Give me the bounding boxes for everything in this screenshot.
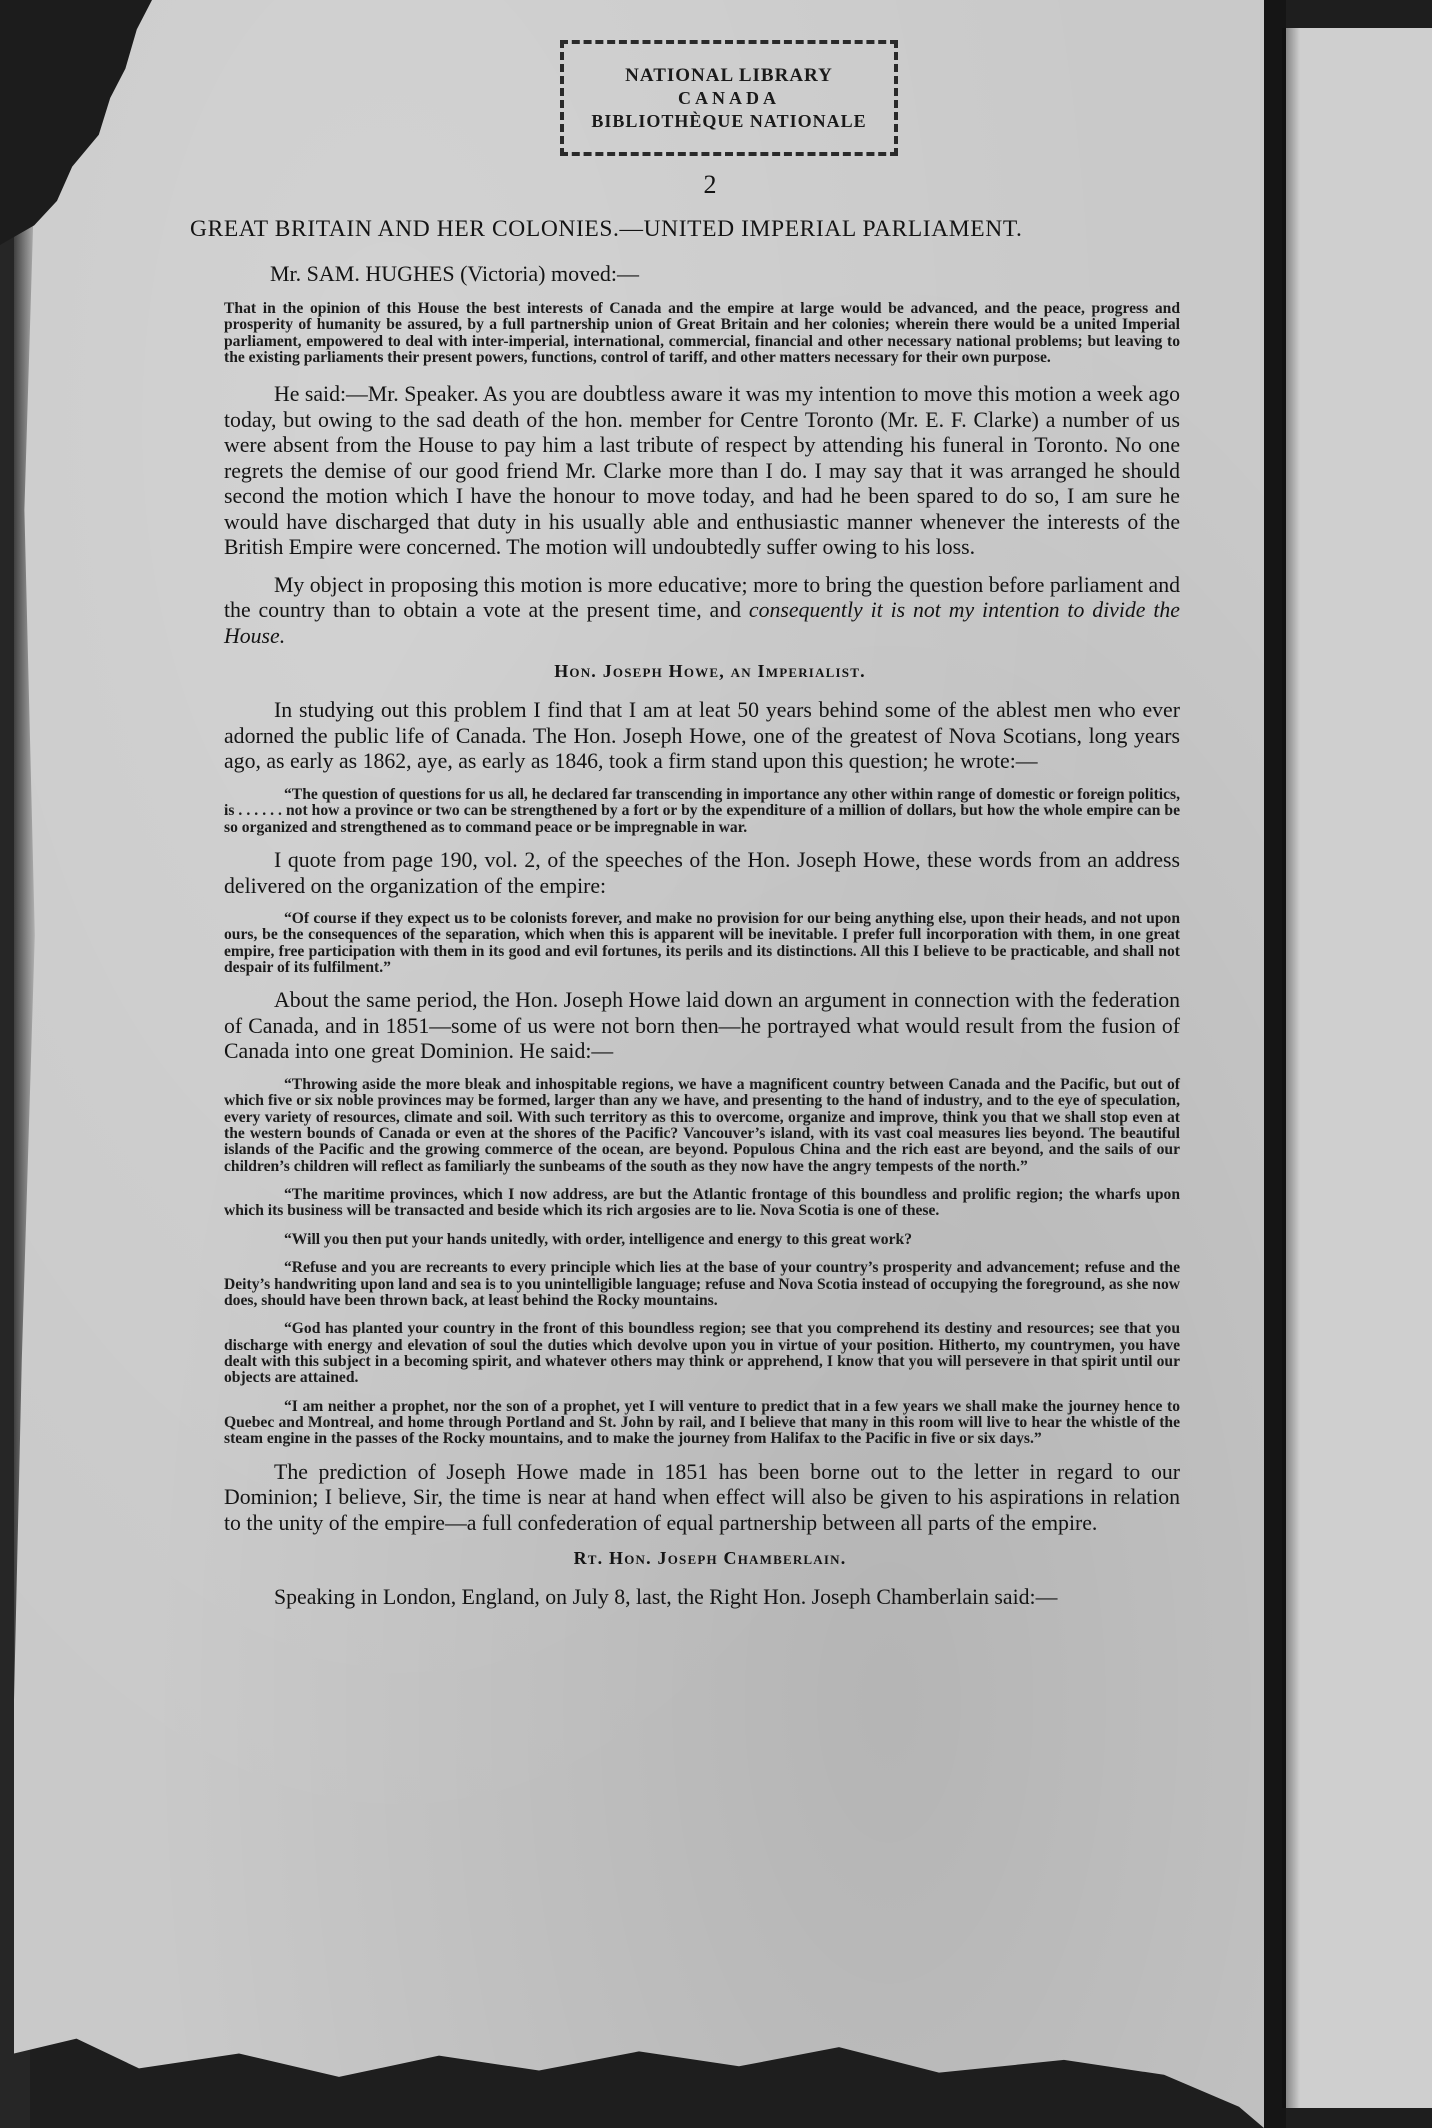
paragraph-4: I quote from page 190, vol. 2, of the speeches of the Hon. Joseph Howe, these words from an address delivered on the organization of the empire: [224,848,1180,898]
paragraph-2-text: My object in proposing this motion is more educative; more to bring the question before parliament and the country than to obtain a vote at the present time, and [224,572,1180,623]
quote-4: “The maritime provinces, which I now address, are but the Atlantic frontage of this boundless and prolific region; the wharfs upon which its business will be transacted and beside which its rich argosies are to lie. Nova Scotia is one of these. [224,1186,1180,1220]
page-title: GREAT BRITAIN AND HER COLONIES.—UNITED IMPERIAL PARLIAMENT. [190,216,1023,242]
paragraph-7: Speaking in London, England, on July 8, last, the Right Hon. Joseph Chamberlain said:— [274,1585,1058,1610]
quote-8: “I am neither a prophet, nor the son of a prophet, yet I will venture to predict that in a few years we shall make the journey hence to Quebec and Montreal, and home through Portland and St. John by rail, and I believe that many in this room will live to hear the whistle of the steam engine in the passes of the Rocky mountains, and to make the journey from Halifax to the Pacific in five or six days.” [224,1397,1180,1448]
section-heading-howe: Hon. Joseph Howe, an Imperialist. [554,661,866,682]
library-stamp [560,40,898,156]
document-content [190,170,1180,1623]
paragraph-3: In studying out this problem I find that I am at leat 50 years behind some of the ablest men who ever adorned the public life of Canada. The Hon. Joseph Howe, one of the greatest of Nova Scotians, long years ago, as early as 1862, aye, as early as 1846, took a firm stand upon this question; he wrote:— [224,698,1180,774]
quote-6: “Refuse and you are recreants to every principle which lies at the base of your country’s prosperity and advancement; refuse and the Deity’s handwriting upon land and sea is to you unintelligible language; refuse and Nova Scotia instead of occupying the foreground, as she now does, should have been thrown back, at least behind the Rocky mountains. [224,1259,1180,1309]
paragraph-1: He said:—Mr. Speaker. As you are doubtless aware it was my intention to move this motion a week ago today, but owing to the sad death of the hon. member for Centre Toronto (Mr. E. F. Clarke) a number of us were absent from the House to pay him a last tribute of respect by attending his funeral in Toronto. No one regrets the demise of our good friend Mr. Clarke more than I do. I may say that it was arranged he should second the motion which I have the honour to move today, and had he been spared to do so, I am sure he would have discharged that duty in his usually able and enthusiastic manner whenever the interests of the British Empire were concerned. The motion will undoubtedly suffer owing to his loss. [224,382,1180,560]
paragraph-6: The prediction of Joseph Howe made in 1851 has been borne out to the letter in regard to our Dominion; I believe, Sir, the time is near at hand when effect will also be given to his aspirations in relation to the unity of the empire—a full confederation of equal partnership between all parts of the empire. [224,1459,1180,1535]
stamp-line-3: BIBLIOTHÈQUE NATIONALE [591,110,867,131]
stamp-line-1: NATIONAL LIBRARY [625,64,833,86]
motion-text: That in the opinion of this House the best interests of Canada and the empire at large would be advanced, and the peace, progress and prosperity of humanity be assured, by a full partnership union of Great Britain and her colonies; wherein there would be a united Imperial parliament, empowered to deal with inter-imperial, international, commercial, financial and other necessary national problems; but leaving to the existing parliaments their present powers, functions, control of tariff, and other matters necessary for their own purpose. [224,300,1180,367]
page-number: 2 [703,170,717,199]
facing-page-edge [1282,28,1432,2108]
quote-7: “God has planted your country in the front of this boundless region; see that you comprehend its destiny and resources; see that you discharge with energy and elevation of soul the duties which devolve upon you in virtue of your position. Hitherto, my countrymen, you have dealt with this subject in a becoming spirit, and whatever others may think or apprehend, I know that you will persevere in that spirit until our objects are attained. [224,1320,1180,1387]
quote-2: “Of course if they expect us to be colonists forever, and make no provision for our being anything else, upon their heads, and not upon ours, be the consequences of the separation, which when this is apparent will be inevitable. I prefer full incorporation with them, in one great empire, free participation with them in its good and evil fortunes, its perils and its distinctions. All this I believe to be practicable, and shall not despair of its fulfilment.” [224,910,1180,977]
paragraph-5: About the same period, the Hon. Joseph Howe laid down an argument in connection with the federation of Canada, and in 1851—some of us were not born then—he portrayed what would result from the fusion of Canada into one great Dominion. He said:— [224,988,1180,1064]
section-heading-chamberlain: Rt. Hon. Joseph Chamberlain. [573,1548,847,1569]
stamp-line-2: CANADA [678,88,780,109]
paragraph-2-italic: consequently it is not my intention to divide the House. [224,598,1180,648]
quote-3: “Throwing aside the more bleak and inhospitable regions, we have a magnificent country between Canada and the Pacific, but out of which five or six noble provinces may be formed, larger than any we have, and presenting to the hand of industry, and to the eye of speculation, every variety of resources, climate and soil. With such territory as this to overcome, organize and improve, think you that we shall stop even at the western bounds of Canada or even at the shores of the Pacific? Vancouver’s island, with its vast coal measures lies beyond. The beautiful islands of the Pacific and the growing commerce of the ocean, are beyond. Populous China and the rich east are beyond, and the sails of our children’s children will reflect as familiarly the sunbeams of the south as they now have the angry tempests of the north.” [224,1075,1180,1175]
quote-5: “Will you then put your hands unitedly, with order, intelligence and energy to this great work? [284,1230,912,1248]
quote-1: “The question of questions for us all, he declared far transcending in importance any other within range of domestic or foreign politics, is . . . . . . not how a province or two can be strengthened by a fort or by the expenditure of a million of dollars, but how the whole empire can be so organized and strengthened as to command peace or be impregnable in war. [224,785,1180,836]
paragraph-2 [224,573,1180,650]
mover-line: Mr. SAM. HUGHES (Victoria) moved:— [270,261,639,286]
